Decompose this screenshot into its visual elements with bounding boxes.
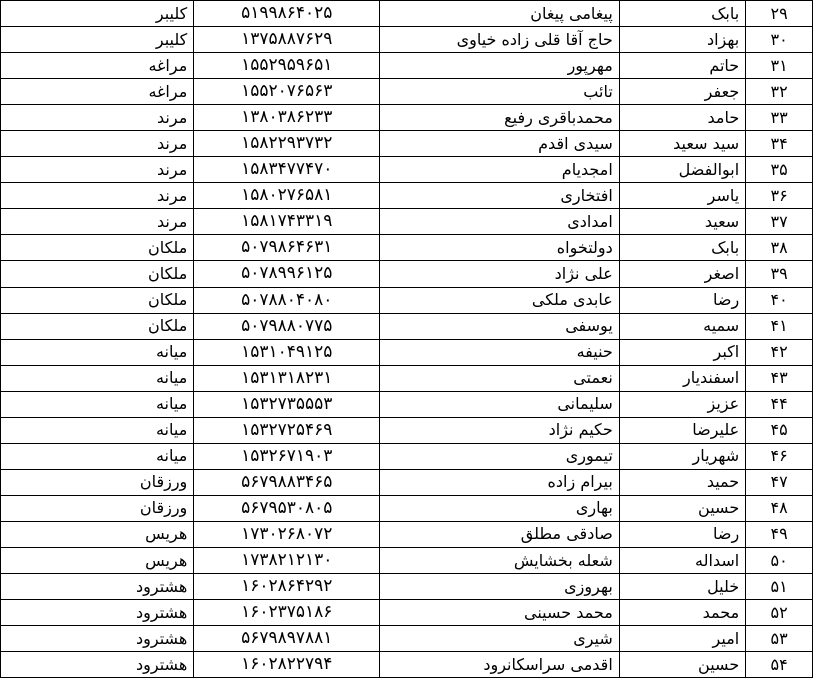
table-row [1, 131, 813, 157]
city-cell: مراغه [1, 79, 194, 105]
table-row [1, 157, 813, 183]
city-cell: ملکان [1, 261, 194, 287]
code-cell: ۱۵۵۲۰۷۶۵۶۳ [194, 79, 380, 105]
city-cell: هشترود [1, 626, 194, 652]
city-cell: میانه [1, 443, 194, 469]
last-name-cell: علی نژاد [380, 261, 619, 287]
first-name-cell: خلیل [619, 574, 745, 600]
code-cell: ۱۳۷۵۸۸۷۶۲۹ [194, 27, 380, 53]
row-number-cell: ۵۳ [746, 626, 813, 652]
code-cell: ۱۵۸۲۲۹۳۷۳۲ [194, 131, 380, 157]
row-number-cell: ۵۰ [746, 547, 813, 573]
city-cell: ملکان [1, 313, 194, 339]
last-name-cell: مهرپور [380, 53, 619, 79]
row-number-cell: ۴۱ [746, 313, 813, 339]
code-cell: ۵۱۹۹۸۶۴۰۲۵ [194, 1, 380, 27]
first-name-cell: علیرضا [619, 417, 745, 443]
first-name-cell: ابوالفضل [619, 157, 745, 183]
last-name-cell: شیری [380, 626, 619, 652]
first-name-cell: حمید [619, 469, 745, 495]
last-name-cell: حنیفه [380, 339, 619, 365]
code-cell: ۱۵۳۱۳۱۸۲۳۱ [194, 365, 380, 391]
first-name-cell: اصغر [619, 261, 745, 287]
row-number-cell: ۳۷ [746, 209, 813, 235]
last-name-cell: بهروزی [380, 574, 619, 600]
last-name-cell: امجدیام [380, 157, 619, 183]
table-row [1, 574, 813, 600]
table-row [1, 391, 813, 417]
first-name-cell: محمد [619, 600, 745, 626]
last-name-cell: دولتخواه [380, 235, 619, 261]
code-cell: ۱۵۳۲۷۲۵۴۶۹ [194, 417, 380, 443]
city-cell: هشترود [1, 652, 194, 678]
first-name-cell: بهزاد [619, 27, 745, 53]
first-name-cell: بابک [619, 1, 745, 27]
table-row [1, 287, 813, 313]
table-row [1, 261, 813, 287]
code-cell: ۱۷۳۰۲۶۸۰۷۲ [194, 521, 380, 547]
first-name-cell: اسداله [619, 547, 745, 573]
row-number-cell: ۳۶ [746, 183, 813, 209]
table-row [1, 417, 813, 443]
row-number-cell: ۳۹ [746, 261, 813, 287]
row-number-cell: ۳۲ [746, 79, 813, 105]
code-cell: ۱۶۰۲۸۶۴۲۹۲ [194, 574, 380, 600]
city-cell: مرند [1, 105, 194, 131]
table-row [1, 600, 813, 626]
first-name-cell: حاتم [619, 53, 745, 79]
table-row [1, 495, 813, 521]
code-cell: ۵۰۷۸۸۰۴۰۸۰ [194, 287, 380, 313]
city-cell: مرند [1, 157, 194, 183]
table-row [1, 209, 813, 235]
code-cell: ۱۳۸۰۳۸۶۲۳۳ [194, 105, 380, 131]
last-name-cell: شعله بخشایش [380, 547, 619, 573]
first-name-cell: شهریار [619, 443, 745, 469]
code-cell: ۱۵۳۱۰۴۹۱۲۵ [194, 339, 380, 365]
city-cell: هریس [1, 521, 194, 547]
last-name-cell: حکیم نژاد [380, 417, 619, 443]
city-cell: مراغه [1, 53, 194, 79]
row-number-cell: ۵۲ [746, 600, 813, 626]
last-name-cell: صادقی مطلق [380, 521, 619, 547]
city-cell: میانه [1, 391, 194, 417]
row-number-cell: ۴۸ [746, 495, 813, 521]
table-row [1, 521, 813, 547]
code-cell: ۱۷۳۸۲۱۲۱۳۰ [194, 547, 380, 573]
last-name-cell: اقدمی سراسکانرود [380, 652, 619, 678]
row-number-cell: ۵۱ [746, 574, 813, 600]
code-cell: ۵۶۷۹۵۳۰۸۰۵ [194, 495, 380, 521]
first-name-cell: بابک [619, 235, 745, 261]
first-name-cell: عزیز [619, 391, 745, 417]
row-number-cell: ۴۰ [746, 287, 813, 313]
code-cell: ۱۵۳۲۷۳۵۵۵۳ [194, 391, 380, 417]
code-cell: ۵۶۷۹۸۹۷۸۸۱ [194, 626, 380, 652]
row-number-cell: ۴۷ [746, 469, 813, 495]
table-row [1, 652, 813, 678]
city-cell: میانه [1, 339, 194, 365]
table-row [1, 365, 813, 391]
last-name-cell: محمدباقری رفیع [380, 105, 619, 131]
code-cell: ۱۵۵۲۹۵۹۶۵۱ [194, 53, 380, 79]
city-cell: مرند [1, 209, 194, 235]
code-cell: ۵۰۷۸۹۹۶۱۲۵ [194, 261, 380, 287]
city-cell: کلیبر [1, 1, 194, 27]
code-cell: ۵۶۷۹۸۸۳۴۶۵ [194, 469, 380, 495]
first-name-cell: اکبر [619, 339, 745, 365]
row-number-cell: ۴۶ [746, 443, 813, 469]
last-name-cell: سلیمانی [380, 391, 619, 417]
row-number-cell: ۳۴ [746, 131, 813, 157]
roster-table-body [1, 1, 813, 678]
code-cell: ۱۶۰۲۳۷۵۱۸۶ [194, 600, 380, 626]
row-number-cell: ۳۳ [746, 105, 813, 131]
city-cell: ورزقان [1, 495, 194, 521]
table-row [1, 53, 813, 79]
first-name-cell: رضا [619, 521, 745, 547]
row-number-cell: ۳۸ [746, 235, 813, 261]
city-cell: هشترود [1, 600, 194, 626]
first-name-cell: جعفر [619, 79, 745, 105]
table-row [1, 183, 813, 209]
first-name-cell: سمیه [619, 313, 745, 339]
row-number-cell: ۴۳ [746, 365, 813, 391]
city-cell: مرند [1, 131, 194, 157]
code-cell: ۱۶۰۲۸۲۲۷۹۴ [194, 652, 380, 678]
city-cell: ملکان [1, 287, 194, 313]
table-row [1, 313, 813, 339]
row-number-cell: ۵۴ [746, 652, 813, 678]
first-name-cell: سید سعید [619, 131, 745, 157]
row-number-cell: ۳۰ [746, 27, 813, 53]
code-cell: ۵۰۷۹۸۶۴۶۳۱ [194, 235, 380, 261]
table-row [1, 1, 813, 27]
row-number-cell: ۳۱ [746, 53, 813, 79]
table-row [1, 443, 813, 469]
table-row [1, 339, 813, 365]
last-name-cell: سیدی اقدم [380, 131, 619, 157]
row-number-cell: ۴۲ [746, 339, 813, 365]
last-name-cell: بیرام زاده [380, 469, 619, 495]
last-name-cell: پیغامی پیغان [380, 1, 619, 27]
city-cell: ملکان [1, 235, 194, 261]
last-name-cell: تیموری [380, 443, 619, 469]
row-number-cell: ۴۹ [746, 521, 813, 547]
last-name-cell: محمد حسینی [380, 600, 619, 626]
last-name-cell: تائب [380, 79, 619, 105]
first-name-cell: سعید [619, 209, 745, 235]
table-row [1, 626, 813, 652]
row-number-cell: ۴۴ [746, 391, 813, 417]
first-name-cell: اسفندیار [619, 365, 745, 391]
row-number-cell: ۳۵ [746, 157, 813, 183]
table-row [1, 27, 813, 53]
table-row [1, 547, 813, 573]
code-cell: ۱۵۸۰۲۷۶۵۸۱ [194, 183, 380, 209]
last-name-cell: افتخاری [380, 183, 619, 209]
table-row [1, 79, 813, 105]
first-name-cell: رضا [619, 287, 745, 313]
code-cell: ۱۵۸۱۷۴۳۳۱۹ [194, 209, 380, 235]
table-row [1, 469, 813, 495]
city-cell: میانه [1, 365, 194, 391]
code-cell: ۱۵۸۳۴۷۷۴۷۰ [194, 157, 380, 183]
table-row [1, 105, 813, 131]
last-name-cell: نعمتی [380, 365, 619, 391]
last-name-cell: حاج آقا قلی زاده خیاوی [380, 27, 619, 53]
last-name-cell: عابدی ملکی [380, 287, 619, 313]
code-cell: ۱۵۳۲۶۷۱۹۰۳ [194, 443, 380, 469]
city-cell: میانه [1, 417, 194, 443]
first-name-cell: امیر [619, 626, 745, 652]
first-name-cell: حسین [619, 495, 745, 521]
last-name-cell: یوسفی [380, 313, 619, 339]
first-name-cell: یاسر [619, 183, 745, 209]
city-cell: کلیبر [1, 27, 194, 53]
city-cell: هشترود [1, 574, 194, 600]
first-name-cell: حسین [619, 652, 745, 678]
city-cell: مرند [1, 183, 194, 209]
table-row [1, 235, 813, 261]
row-number-cell: ۲۹ [746, 1, 813, 27]
city-cell: هریس [1, 547, 194, 573]
code-cell: ۵۰۷۹۸۸۰۷۷۵ [194, 313, 380, 339]
last-name-cell: امدادی [380, 209, 619, 235]
first-name-cell: حامد [619, 105, 745, 131]
row-number-cell: ۴۵ [746, 417, 813, 443]
city-cell: ورزقان [1, 469, 194, 495]
last-name-cell: بهاری [380, 495, 619, 521]
